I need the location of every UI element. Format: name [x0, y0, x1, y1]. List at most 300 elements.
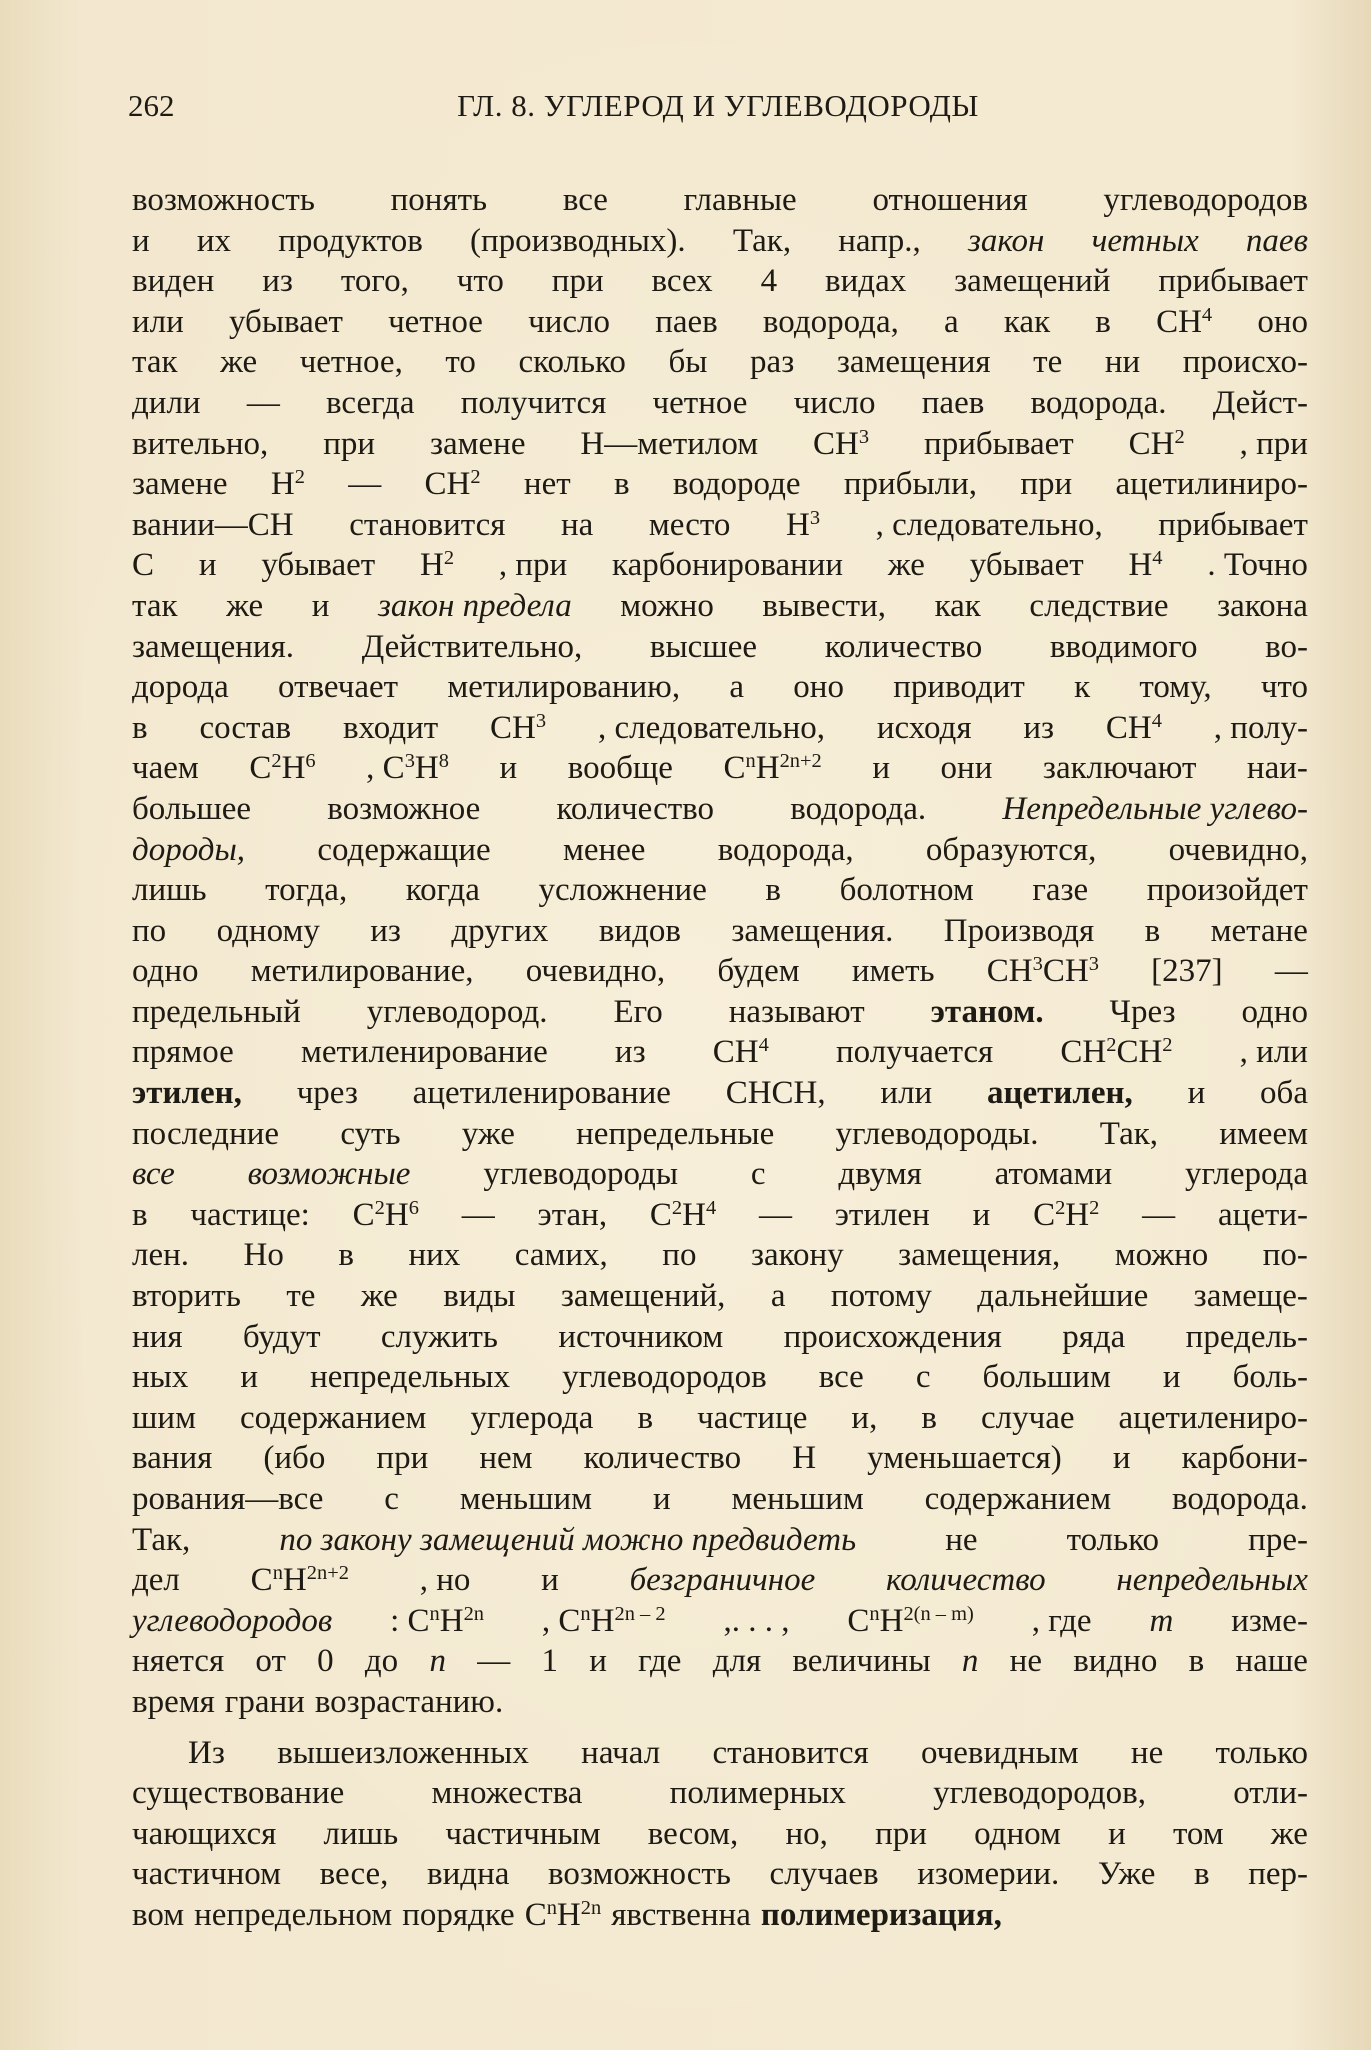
word: количество: [824, 628, 983, 665]
word: все: [818, 1359, 864, 1396]
text-line: [132, 383, 1308, 424]
word: предельный: [132, 993, 301, 1030]
word: наше: [1235, 1643, 1308, 1680]
word: происхо-: [1182, 344, 1308, 381]
word: содержанием: [240, 1399, 427, 1436]
word: их: [196, 222, 232, 259]
word: паев: [1245, 222, 1308, 259]
word: одно: [1241, 993, 1308, 1030]
word: виды: [443, 1278, 516, 1315]
word: с: [915, 1359, 931, 1396]
word: при: [1020, 466, 1073, 503]
word: метилированию,: [447, 669, 681, 706]
word: $СН^4$: [712, 1034, 769, 1071]
text-line: [132, 302, 1308, 343]
word: , $С^3Н^8$: [366, 750, 449, 787]
word: вообще: [567, 750, 673, 787]
text-line: [132, 1317, 1308, 1358]
word: что: [1260, 669, 1308, 706]
word: от: [255, 1643, 286, 1680]
word: пре-: [1248, 1521, 1308, 1558]
word: $С^nН^{2n}$: [524, 1896, 602, 1933]
word: число: [793, 384, 876, 421]
word: $Н^2$: [270, 465, 305, 503]
word: Так,: [1099, 1115, 1158, 1152]
word: нем: [479, 1440, 533, 1477]
word: $С^nН^{2(n - m)}$: [847, 1602, 974, 1639]
word: частичным: [445, 1815, 601, 1852]
text-line: [132, 221, 1308, 262]
text-line: [132, 342, 1308, 383]
text-line: [132, 1195, 1308, 1236]
word: $Н^4$: [1128, 547, 1163, 584]
word: прибывает: [1158, 506, 1308, 543]
word: источником: [558, 1318, 724, 1355]
text-line: [132, 1682, 1308, 1723]
word: вания: [132, 1440, 213, 1477]
word: , где: [1031, 1602, 1092, 1639]
word: те: [286, 1278, 316, 1315]
word: очевидным: [920, 1734, 1079, 1771]
word: замещения.: [731, 912, 894, 949]
text-line: [132, 870, 1308, 911]
word: всегда: [326, 384, 415, 421]
word: вводимого: [1049, 628, 1198, 665]
word: $С^2Н^2$: [1033, 1196, 1100, 1233]
word: углеводородов,: [933, 1775, 1146, 1812]
word: в: [338, 1237, 354, 1274]
word: при: [323, 425, 376, 462]
word: $СН^2$: [1128, 425, 1185, 462]
text-line: [132, 1114, 1308, 1155]
word: дел: [132, 1562, 180, 1599]
word: из: [614, 1034, 646, 1071]
text-line: [132, 1814, 1308, 1855]
word: на: [560, 506, 594, 543]
word: Так,: [132, 1521, 191, 1558]
word: время: [132, 1683, 215, 1720]
text-line: [132, 1479, 1308, 1520]
word: же: [887, 547, 925, 584]
word: те: [1033, 344, 1063, 381]
word: в: [1144, 912, 1161, 949]
word: замеще-: [1193, 1278, 1308, 1315]
word: атомами: [994, 1156, 1113, 1193]
word: n: [961, 1643, 979, 1680]
word: всех: [651, 263, 713, 300]
word: $СН^4$: [1156, 303, 1213, 340]
word: , $С^nН^{2n - 2}$: [541, 1602, 666, 1639]
word: очевидно,: [1168, 831, 1308, 868]
word: весе,: [319, 1856, 389, 1893]
word: $СН^2СН^2$: [1060, 1034, 1173, 1071]
word: место: [648, 506, 731, 543]
word: прибыли,: [843, 466, 978, 503]
word: они: [940, 750, 993, 787]
word: в: [1193, 1856, 1210, 1893]
word: приводит: [893, 669, 1025, 706]
word: же: [226, 587, 264, 624]
word: можно: [1114, 1237, 1209, 1274]
text-line: [132, 1276, 1308, 1317]
word: том: [1172, 1815, 1224, 1852]
word: —: [477, 1643, 511, 1680]
word: $С^2Н^4$: [649, 1196, 717, 1233]
word: можно: [620, 587, 714, 624]
text-line: [132, 1560, 1308, 1601]
word: и: [589, 1643, 607, 1680]
word: метане: [1210, 912, 1308, 949]
word: закону: [750, 1237, 844, 1274]
word: во-: [1265, 628, 1308, 665]
word: пер-: [1248, 1856, 1308, 1893]
word: будут: [242, 1318, 321, 1355]
word: же: [1270, 1815, 1308, 1852]
word: в: [1095, 303, 1111, 340]
word: С: [132, 547, 155, 584]
page-header: [128, 88, 1308, 138]
word: в: [637, 1399, 654, 1436]
word: ацети-: [1217, 1196, 1308, 1233]
paragraph: [132, 1733, 1308, 1936]
text-line: [132, 180, 1308, 221]
word: явственна: [611, 1896, 751, 1933]
word: прибывает: [924, 425, 1074, 462]
text-line: [132, 1032, 1308, 1073]
word: $С^nН^{2n+2}$: [250, 1561, 349, 1599]
word: того,: [340, 263, 409, 300]
word: дили: [132, 384, 201, 421]
word: чающихся: [132, 1815, 277, 1852]
word: тогда,: [265, 872, 348, 909]
text-line: [132, 1073, 1308, 1114]
text-line: [132, 627, 1308, 668]
word: четных: [1091, 222, 1199, 259]
word: метиленирование: [300, 1034, 548, 1071]
word: замене: [429, 425, 526, 462]
word: $СН^2$: [424, 465, 481, 503]
text-line: [132, 424, 1308, 465]
word: следствие: [1029, 587, 1169, 624]
word: меньшим: [459, 1481, 593, 1517]
word: , при: [1239, 425, 1308, 462]
word: когда: [405, 872, 480, 909]
text-line: [132, 708, 1308, 749]
word: происхождения: [783, 1318, 1002, 1355]
word: весом,: [647, 1815, 739, 1852]
word: содержащие: [317, 831, 491, 868]
word: дальнейшие: [977, 1278, 1149, 1315]
word: вторить: [132, 1278, 241, 1315]
word: —: [348, 466, 382, 503]
word: Производя: [943, 912, 1095, 949]
word: и: [132, 222, 150, 259]
word: понять: [390, 182, 488, 218]
word: паев: [655, 303, 718, 340]
word: полимеризация,: [760, 1896, 1002, 1933]
word: количество: [583, 1440, 742, 1477]
word: Дейст-: [1212, 384, 1308, 421]
text-line: [132, 505, 1308, 546]
word: возможность: [132, 182, 315, 218]
word: при: [551, 263, 604, 300]
word: частице:: [190, 1196, 310, 1233]
word: наи-: [1246, 750, 1308, 787]
word: паев: [921, 384, 985, 421]
word: и: [872, 750, 890, 787]
word: убывает: [969, 547, 1084, 584]
word: начал: [581, 1734, 661, 1771]
word: n: [429, 1643, 446, 1680]
word: водорода.: [1030, 384, 1167, 421]
word: и: [1162, 1359, 1181, 1396]
word: , при: [498, 547, 568, 584]
text-line: [132, 1398, 1308, 1439]
word: в: [765, 872, 782, 909]
text-line: [132, 951, 1308, 992]
word: только: [1066, 1521, 1160, 1558]
running-head: ГЛ. 8. УГЛЕРОД И УГЛЕВОДОРОДЫ: [457, 88, 979, 123]
text-line: [132, 1357, 1308, 1398]
word: лен.: [132, 1237, 190, 1274]
word: углеводороды: [483, 1156, 678, 1193]
text-line: [132, 464, 1308, 505]
word: оба: [1260, 1075, 1308, 1112]
word: заключают: [1042, 750, 1197, 787]
word: шим: [132, 1399, 196, 1436]
word: ных: [132, 1359, 189, 1396]
word: последние: [132, 1115, 280, 1152]
word: большее: [132, 790, 252, 827]
word: для: [712, 1643, 762, 1680]
word: произойдет: [1146, 872, 1308, 909]
paragraph-gap: [132, 1723, 1308, 1733]
word: получится: [460, 384, 607, 421]
word: них: [408, 1237, 461, 1274]
text-line: [132, 261, 1308, 302]
word: множества: [431, 1775, 583, 1812]
text-line: [132, 1854, 1308, 1895]
word: же: [360, 1278, 398, 1315]
word: прибывает: [1158, 263, 1308, 300]
word: Его: [613, 993, 663, 1030]
text-line: [132, 1520, 1308, 1561]
word: прямое: [132, 1034, 234, 1071]
word: Из: [188, 1734, 225, 1771]
word: Но: [243, 1237, 284, 1274]
word: углеводородов: [562, 1359, 767, 1396]
word: одном: [974, 1815, 1061, 1852]
word: Так,: [732, 222, 792, 259]
text-line: [132, 1154, 1308, 1195]
word: полимерных: [669, 1775, 846, 1812]
word: углерода: [1185, 1156, 1308, 1193]
word: . Точно: [1207, 547, 1308, 584]
word: вышеизложенных: [277, 1734, 529, 1771]
word: дорода: [132, 669, 229, 706]
word: одно: [132, 953, 199, 990]
word: так: [132, 587, 178, 624]
word: Н—метилом: [580, 425, 759, 462]
text-line: [132, 586, 1308, 627]
word: лишь: [132, 872, 207, 909]
text-line: [132, 911, 1308, 952]
word: все: [562, 182, 608, 218]
word: ряда: [1062, 1318, 1126, 1355]
word: , или: [1239, 1034, 1308, 1071]
word: отношения: [872, 182, 1028, 218]
word: и: [1187, 1075, 1206, 1112]
word: усложнение: [538, 872, 707, 909]
word: водорода,: [762, 303, 899, 340]
word: замещения: [836, 344, 991, 381]
word: до: [364, 1643, 399, 1680]
word: закона: [1217, 587, 1308, 624]
word: одному: [216, 912, 320, 949]
word: закон предела: [377, 587, 572, 624]
word: $СН^3$: [813, 425, 870, 462]
word: , следовательно,: [597, 709, 826, 746]
word: лишь: [323, 1815, 399, 1852]
word: , полу-: [1213, 709, 1308, 746]
word: только: [1215, 1734, 1308, 1771]
word: главные: [683, 182, 797, 218]
word: и: [499, 750, 518, 787]
word: оно: [793, 669, 844, 706]
word: чаем: [132, 750, 199, 787]
word: непредельные: [576, 1115, 775, 1152]
word: двумя: [838, 1156, 922, 1193]
word: входит: [342, 709, 439, 746]
word: четное: [388, 303, 483, 340]
word: ацетилен,: [986, 1075, 1133, 1112]
word: вывести,: [762, 587, 887, 624]
word: возможность: [548, 1856, 731, 1893]
word: замещений: [954, 263, 1111, 300]
word: —: [1274, 953, 1308, 990]
word: водороде: [672, 466, 801, 503]
word: частице: [697, 1399, 808, 1436]
word: этаном.: [930, 993, 1044, 1030]
word: величины: [792, 1643, 931, 1680]
word: все: [132, 1156, 175, 1193]
word: изомерии.: [917, 1856, 1060, 1893]
page-number: 262: [128, 88, 175, 123]
word: , следовательно,: [875, 506, 1103, 543]
word: этилен: [834, 1196, 930, 1233]
word: будем: [717, 953, 800, 990]
word: как: [934, 587, 981, 624]
text-line: [132, 667, 1308, 708]
word: непредельных: [1116, 1562, 1308, 1599]
word: —: [758, 1196, 792, 1233]
word: чрез: [296, 1075, 358, 1112]
word: СНСН,: [725, 1075, 826, 1112]
word: ни: [1104, 344, 1141, 381]
word: [237]: [1151, 953, 1223, 990]
word: количество: [556, 790, 715, 827]
word: непредельных: [310, 1359, 511, 1396]
word: —: [461, 1196, 495, 1233]
word: $Н^2$: [420, 547, 455, 584]
word: Уже: [1097, 1856, 1156, 1893]
word: частичном: [132, 1856, 281, 1893]
word: ацетилениро-: [1118, 1399, 1308, 1436]
word: метилирование,: [250, 953, 474, 990]
text-line: [132, 1235, 1308, 1276]
word: отвечает: [278, 669, 399, 706]
word: так: [132, 344, 178, 381]
word: потому: [830, 1278, 932, 1315]
word: иметь: [851, 953, 935, 990]
word: замещения.: [132, 628, 295, 665]
word: в: [1188, 1643, 1205, 1680]
text-line: [132, 1438, 1308, 1479]
word: , но: [419, 1562, 471, 1599]
word: (производных).: [470, 222, 686, 259]
word: боль-: [1232, 1359, 1308, 1396]
word: няется: [132, 1643, 225, 1680]
text-line: [132, 992, 1308, 1033]
word: не: [945, 1521, 978, 1558]
text-line: [132, 789, 1308, 830]
word: четное: [652, 384, 748, 421]
word: замещений,: [560, 1278, 726, 1315]
word: или: [880, 1075, 933, 1112]
word: в: [132, 1196, 148, 1233]
word: видах: [825, 263, 907, 300]
word: ния: [132, 1318, 183, 1355]
word: $Н^3$: [785, 506, 821, 543]
word: вительно,: [132, 425, 269, 462]
word: большим: [982, 1359, 1111, 1396]
word: а: [729, 669, 745, 706]
word: продуктов: [278, 222, 423, 259]
word: углеводородов: [132, 1602, 333, 1639]
word: тому,: [1139, 669, 1212, 706]
word: $С^2Н^6$: [352, 1196, 419, 1233]
word: $С^2Н^6$: [249, 750, 316, 787]
text-line: [132, 545, 1308, 586]
word: в: [921, 1399, 937, 1436]
word: при: [875, 1815, 927, 1852]
word: видно: [1073, 1643, 1158, 1680]
word: $СН^3СН^3$: [986, 953, 1099, 990]
word: по закону замещений можно предвидеть: [279, 1521, 857, 1558]
word: ацетиленирование: [412, 1075, 671, 1112]
word: этан,: [537, 1196, 608, 1233]
word: нет: [523, 466, 571, 503]
word: четное,: [299, 344, 403, 381]
word: : $С^nН^{2n}$: [390, 1602, 485, 1639]
paragraph: [132, 180, 1308, 1723]
word: непредельном: [194, 1896, 393, 1933]
word: становится: [349, 506, 506, 543]
word: и,: [851, 1399, 878, 1436]
word: убывает: [228, 303, 343, 340]
word: существование: [132, 1775, 345, 1812]
word: исходя: [876, 709, 972, 746]
word: газе: [1032, 872, 1089, 909]
word: бы: [668, 344, 708, 381]
word: Действительно,: [361, 628, 583, 665]
word: ,. . . ,: [723, 1602, 790, 1639]
word: —: [246, 384, 280, 421]
word: имеем: [1219, 1115, 1308, 1152]
word: в: [613, 466, 630, 503]
word: возрастанию.: [314, 1683, 504, 1720]
word: служить: [380, 1318, 498, 1355]
